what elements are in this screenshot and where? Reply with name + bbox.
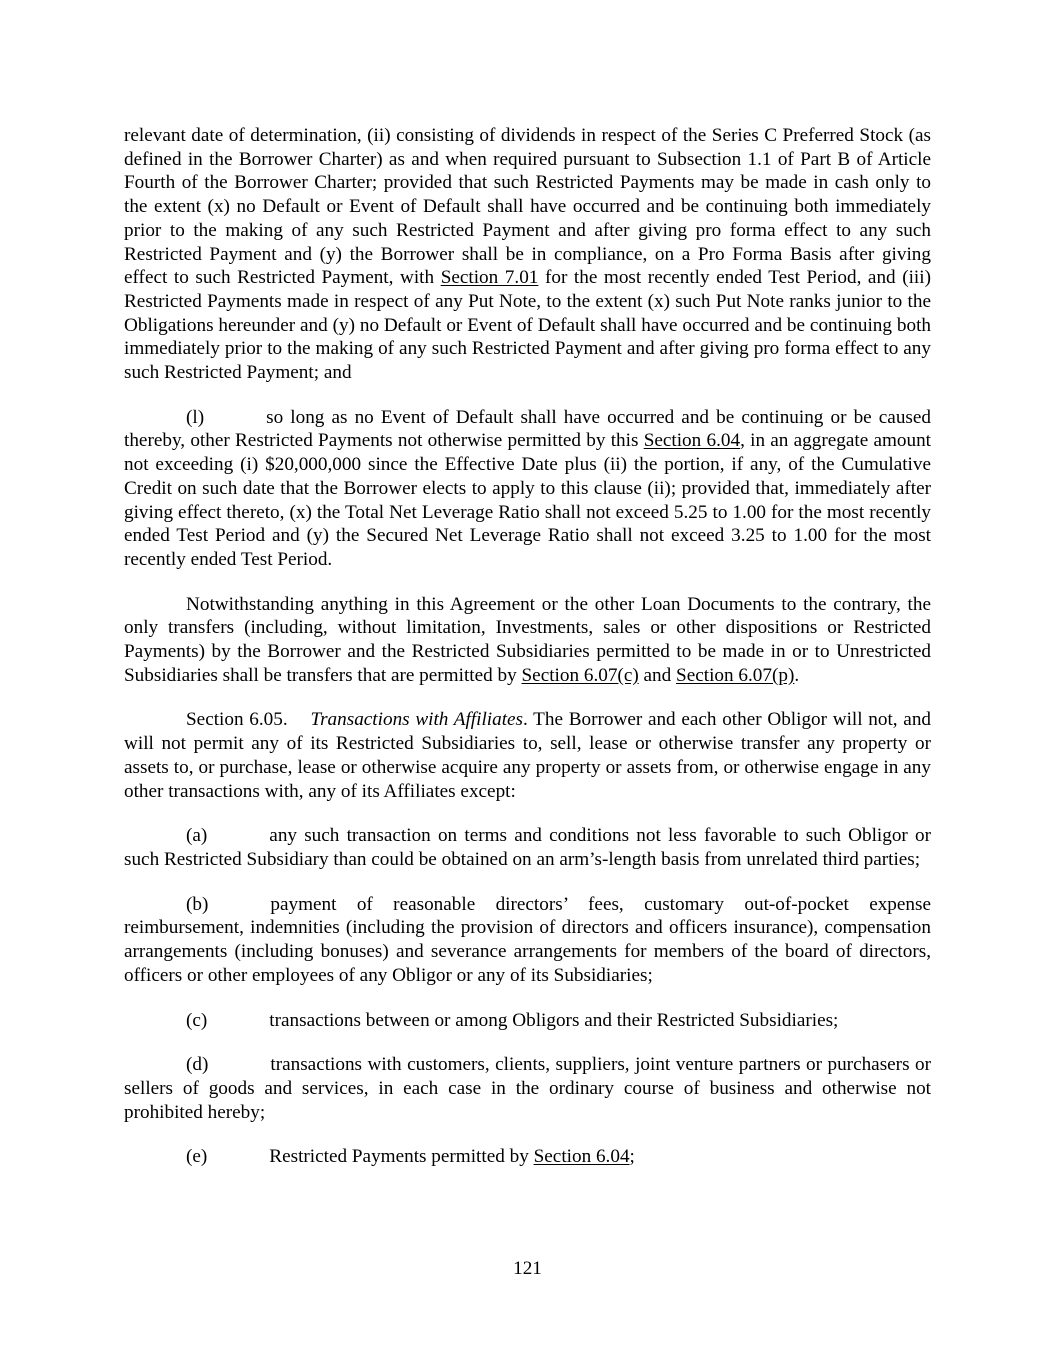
clause-d — [124, 1053, 931, 1124]
page-number: 121 — [513, 1258, 542, 1279]
section-reference-6-07-c: Section 6.07(c) — [521, 664, 639, 686]
section-title: Transactions with Affiliates — [310, 709, 524, 731]
text: for the most recently ended Test Period, and (iii) Restricted Payments made in respect of any Put Note, to the extent (x) such Put Note ranks junior to the Obligations hereunder and (y) no Default or Event of Default shall have occurred and be continuing both immediately prior to the making of any such Restricted Payment and after giving pro forma effect to any such Restricted Payment; and — [124, 267, 931, 384]
text: and — [638, 664, 677, 686]
section-reference-6-04: Section 6.04 — [533, 1146, 630, 1168]
text: relevant date of determination, (ii) consisting of dividends in respect of the Series C Preferred Stock (as defined in the Borrower Charter) as and when required pursuant to Subsection 1.1 of Part B of Article Fourth of the Borrower Charter; provided that such Restricted Payments may be made in cash only to the extent (x) no Default or Event of Default shall have occurred and be continuing both immediately prior to the making of any such Restricted Payment and after giving pro forma effect to any such Restricted Payment and (y) the Borrower shall be in compliance, on a Pro Forma Basis after giving effect to such Restricted Payment, with — [124, 125, 931, 289]
text: , in an aggregate amount not exceeding (i) $20,000,000 since the Effective Date plus (ii) the portion, if any, of the Cumulative Credit on such date that the Borrower elects to apply to this clause (ii); provided that, immediately after giving effect thereto, (x) the Total Net Leverage Ratio shall not exceed 5.25 to 1.00 for the most recently ended Test Period and (y) the Secured Net Leverage Ratio shall not exceed 3.25 to 1.00 for the most recently ended Test Period. — [124, 430, 932, 570]
text: ; — [629, 1146, 635, 1168]
clause-c — [124, 1009, 931, 1033]
paragraph-restricted-payments-continued — [124, 124, 931, 385]
clause-label: (b) — [186, 893, 209, 915]
clause-label: (a) — [186, 825, 208, 847]
text: Restricted Payments permitted by — [269, 1146, 534, 1168]
paragraph-notwithstanding — [124, 593, 931, 688]
text: so long as no Event of Default shall have occurred and be continuing or be caused thereby, other Restricted Payments not otherwise permitted by this — [124, 406, 931, 452]
section-reference-7-01: Section 7.01 — [440, 267, 539, 289]
clause-e — [124, 1145, 931, 1169]
text: payment of reasonable directors’ fees, customary out-of-pocket expense reimbursement, indemnities (including the provision of directors and officers insurance), compensation arrangements (including bonuses) and severance arrangements for members of the board of directors, officers or other employees of any Obligor or any of its Subsidiaries; — [124, 893, 931, 986]
section-6-05-heading-paragraph — [124, 708, 931, 803]
section-reference-6-04: Section 6.04 — [643, 430, 741, 452]
text: any such transaction on terms and conditions not less favorable to such Obligor or such Restricted Subsidiary than could be obtained on an arm’s-length basis from unrelated third parties; — [124, 825, 931, 870]
clause-label: (l) — [186, 406, 205, 428]
section-number: Section 6.05. — [186, 709, 288, 731]
clause-l — [124, 406, 931, 572]
text: . — [794, 664, 800, 686]
clause-label: (d) — [186, 1054, 209, 1076]
clause-b — [124, 893, 931, 988]
clause-a — [124, 824, 931, 871]
section-reference-6-07-p: Section 6.07(p) — [676, 664, 795, 686]
text: . The Borrower and each other Obligor will not, and will not permit any of its Restricted Subsidiaries to, sell, lease or otherwise transfer any property or assets to, or purchase, lease or otherwise acquire any property or assets from, or otherwise engage in any other transactions with, any of its Affiliates except: — [124, 709, 932, 802]
clause-label: (c) — [186, 1009, 208, 1031]
text: transactions between or among Obligors and their Restricted Subsidiaries; — [269, 1009, 839, 1031]
text: Notwithstanding anything in this Agreement or the other Loan Documents to the contrary, the only transfers (including, without limitation, Investments, sales or other dispositions or Restricted Payments) by the Borrower and the Restricted Subsidiaries permitted to be made in or to Unrestricted Subsidiaries shall be transfers that are permitted by — [124, 593, 931, 686]
document-page — [124, 124, 931, 1190]
clause-label: (e) — [186, 1146, 208, 1168]
text: transactions with customers, clients, suppliers, joint venture partners or purchasers or sellers of goods and services, in each case in the ordinary course of business and otherwise not prohibited hereby; — [124, 1054, 931, 1123]
